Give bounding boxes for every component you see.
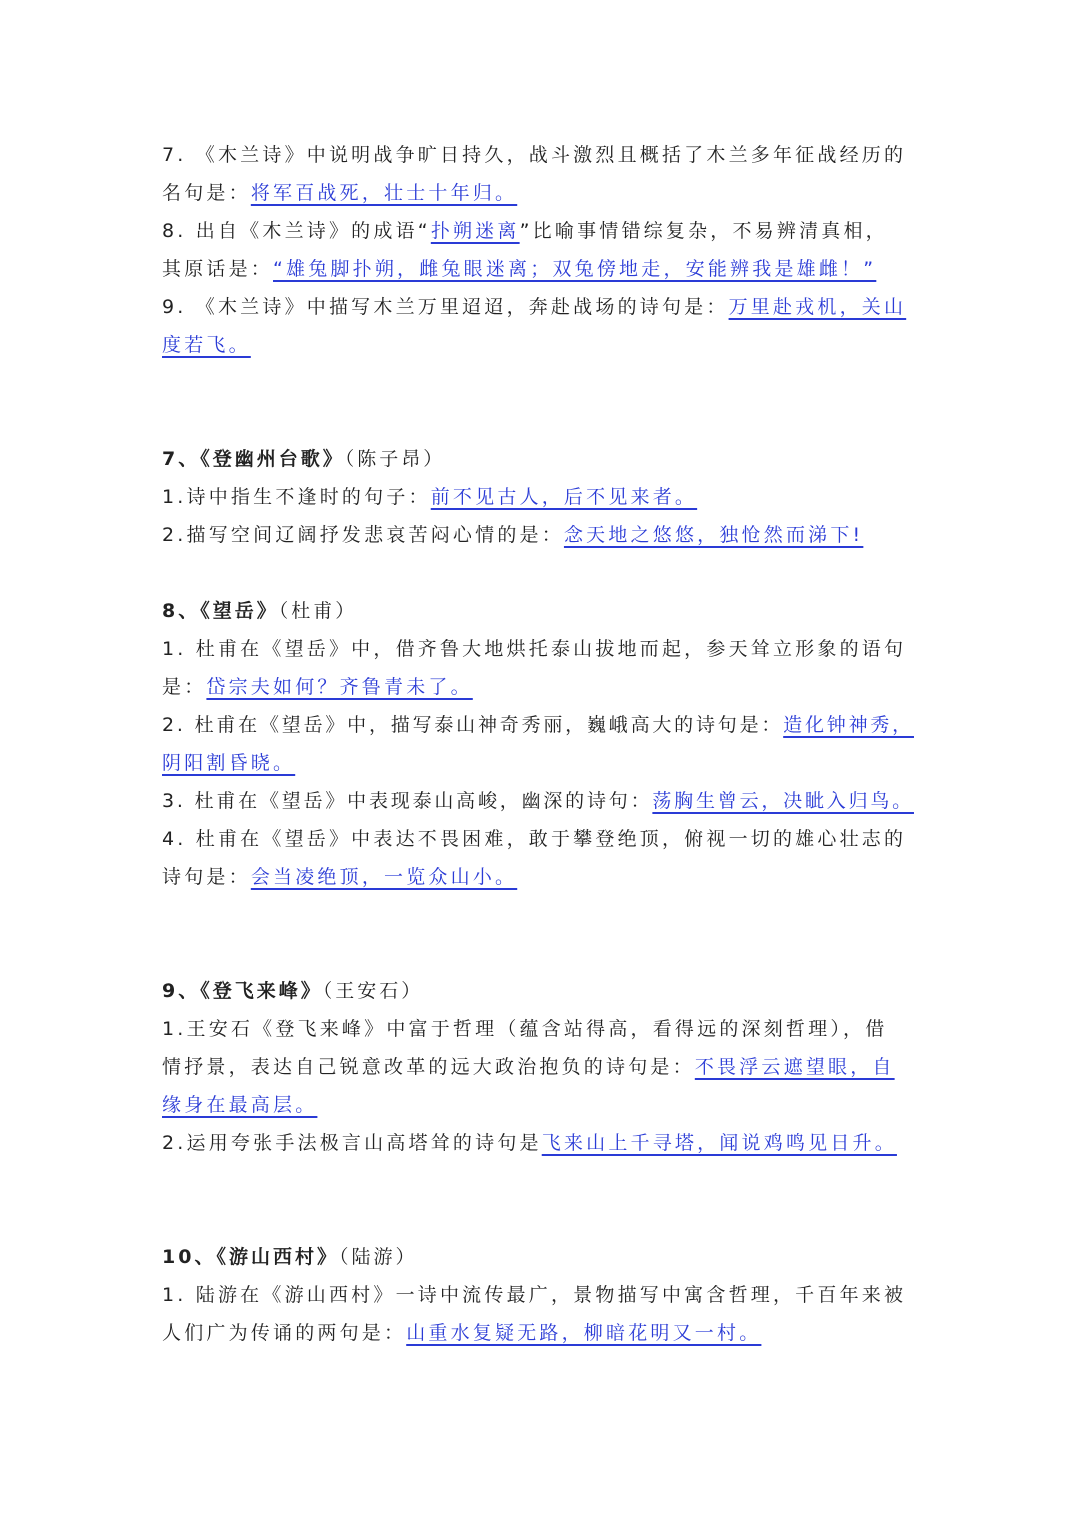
mulan-q8-line2 (162, 250, 918, 288)
section-9-number: 9、 (162, 980, 201, 1002)
section-7-q1-prompt: 1.诗中指生不逢时的句子： (162, 486, 431, 508)
section-8-q3 (162, 782, 918, 820)
section-8-q2-line2 (162, 744, 918, 782)
section-7-title: 《登幽州台歌》 (200, 448, 345, 470)
section-7-q1 (162, 478, 918, 516)
section-8-q4-line1: 4. 杜甫在《望岳》中表达不畏困难，敢于攀登绝顶，俯视一切的雄心壮志的 (162, 828, 907, 850)
section-8-q4-line2 (162, 858, 918, 896)
section-9-q1-line1: 1.王安石《登飞来峰》中富于哲理（蕴含站得高，看得远的深刻哲理），借 (162, 1018, 888, 1040)
section-10-heading (162, 1238, 918, 1276)
section-7-q1-answer: 前不见古人，后不见来者。 (430, 486, 698, 508)
section-9-q1-line3 (162, 1086, 918, 1124)
section-8-q1-line2 (162, 668, 918, 706)
section-7-q2-prompt: 2.描写空间辽阔抒发悲哀苦闷心情的是： (162, 524, 564, 546)
section-10-q1-line2 (162, 1314, 918, 1352)
section-9-q2-answer: 飞来山上千寻塔，闻说鸡鸣见日升。 (541, 1132, 897, 1154)
section-8-title: 《望岳》 (200, 600, 279, 622)
section-8-heading (162, 592, 918, 630)
section-8-q2-answer-part1: 造化钟神秀， (783, 714, 914, 736)
section-10-author: （陆游） (338, 1246, 418, 1268)
section-8-q4-answer: 会当凌绝顶，一览众山小。 (250, 866, 518, 888)
section-8-q1-answer: 岱宗夫如何？齐鲁青未了。 (206, 676, 473, 698)
mulan-q9-prompt: 9. 《木兰诗》中描写木兰万里迢迢，奔赴战场的诗句是： (162, 296, 729, 318)
section-10-q1-prompt: 人们广为传诵的两句是： (162, 1322, 407, 1344)
section-9-q1-prompt: 情抒景，表达自己锐意改革的远大政治抱负的诗句是： (162, 1056, 695, 1078)
section-9-heading (162, 972, 918, 1010)
mulan-q9-answer-part2: 度若飞。 (162, 334, 251, 356)
section-9-q1-answer-part2: 缘身在最高层。 (162, 1094, 318, 1116)
section-9-q2 (162, 1124, 918, 1162)
mulan-q9-answer-part1: 万里赴戎机，关山 (728, 296, 907, 318)
section-7-author: （陈子昂） (344, 448, 446, 470)
mulan-q8-prompt-tail: ”比喻事情错综复杂，不易辨清真相， (519, 220, 888, 242)
section-8-q3-prompt: 3. 杜甫在《望岳》中表现泰山高峻，幽深的诗句： (162, 790, 653, 812)
section-7-number: 7、 (162, 448, 201, 470)
section-10-q1-line1: 1. 陆游在《游山西村》一诗中流传最广，景物描写中寓含哲理，千百年来被 (162, 1284, 907, 1306)
section-8-author: （杜甫） (278, 600, 358, 622)
section-8-q1-line1: 1. 杜甫在《望岳》中，借齐鲁大地烘托泰山拔地而起，参天耸立形象的语句 (162, 638, 907, 660)
mulan-q7-prompt: 名句是： (162, 182, 251, 204)
mulan-q7-line2 (162, 174, 918, 212)
section-10-title: 《游山西村》 (216, 1246, 339, 1268)
section-9-title: 《登飞来峰》 (200, 980, 323, 1002)
section-8-q4-prompt: 诗句是： (162, 866, 251, 888)
section-8-q2-answer-part2: 阴阳割昏晓。 (162, 752, 296, 774)
section-8-q3-answer: 荡胸生曾云，决眦入归鸟。 (652, 790, 914, 812)
document-page (162, 136, 918, 1352)
section-9-author: （王安石） (322, 980, 424, 1002)
section-7-q2-answer: 念天地之悠悠，独怆然而涕下! (563, 524, 864, 546)
section-9-q2-prompt: 2.运用夸张手法极言山高塔耸的诗句是 (162, 1132, 542, 1154)
section-7-q2 (162, 516, 918, 554)
mulan-q7-line1: 7. 《木兰诗》中说明战争旷日持久，战斗激烈且概括了木兰多年征战经历的 (162, 144, 907, 166)
section-8-q2-prompt: 2. 杜甫在《望岳》中，描写泰山神奇秀丽，巍峨高大的诗句是： (162, 714, 784, 736)
mulan-q9-line1 (162, 288, 918, 326)
section-10-q1-answer: 山重水复疑无路，柳暗花明又一村。 (406, 1322, 762, 1344)
mulan-q8-line1 (162, 212, 918, 250)
mulan-q9-line2 (162, 326, 918, 364)
section-8-q2-line1 (162, 706, 918, 744)
section-7-heading (162, 440, 918, 478)
mulan-q8-prompt2: 其原话是： (162, 258, 274, 280)
section-9-q1-answer-part1: 不畏浮云遮望眼，自 (694, 1056, 895, 1078)
section-8-q1-prompt: 是： (162, 676, 207, 698)
mulan-q7-answer: 将军百战死，壮士十年归。 (250, 182, 518, 204)
mulan-q8-prompt: 8. 出自《木兰诗》的成语“ (162, 220, 431, 242)
mulan-q8-idiom: 扑朔迷离 (430, 220, 520, 242)
section-8-number: 8、 (162, 600, 201, 622)
mulan-q8-answer: “雄兔脚扑朔，雌兔眼迷离；双兔傍地走，安能辨我是雄雌！” (273, 258, 877, 280)
section-9-q1-line2 (162, 1048, 918, 1086)
section-10-number: 10、 (162, 1246, 217, 1268)
